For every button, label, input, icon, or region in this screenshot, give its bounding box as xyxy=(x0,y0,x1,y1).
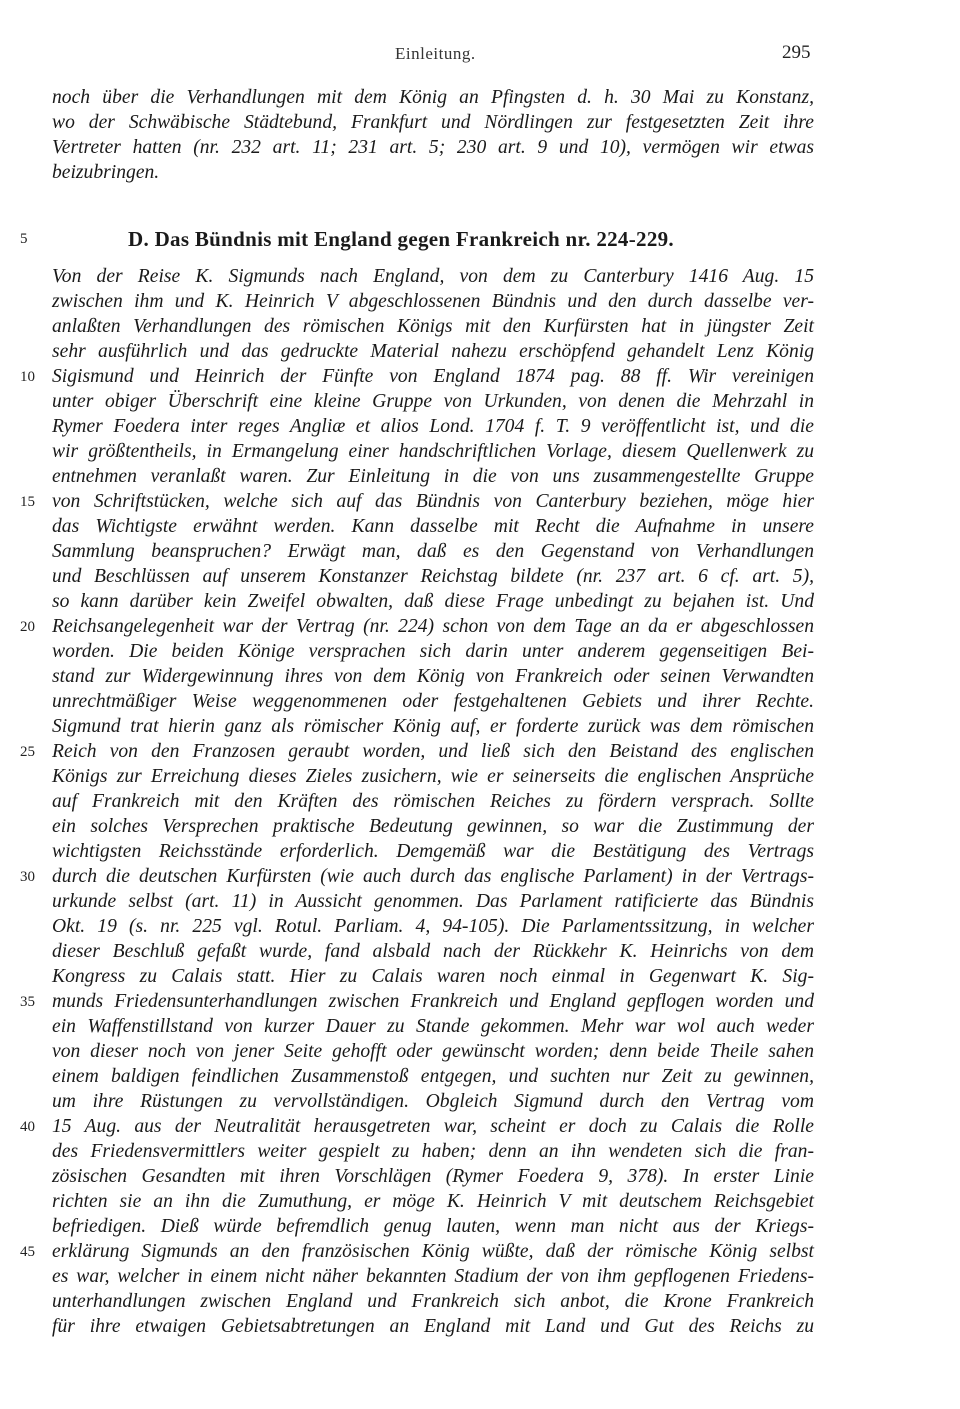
text-line: und Beschlüssen auf unserem Konstanzer Reichstag bildete (nr. 237 art. 6 cf. art. 5), xyxy=(52,566,814,587)
text-line: anlaßten Verhandlungen des römischen Königs mit den Kurfürsten hat in jüngster Zeit xyxy=(52,316,814,337)
text-line: 15 Aug. aus der Neutralität herausgetreten war, scheint er doch zu Calais die Rolle xyxy=(52,1116,814,1137)
text-line: urkunde selbst (art. 11) in Aussicht genommen. Das Parlament ratificierte das Bündnis xyxy=(52,891,814,912)
text-line: richten sie an ihn die Zumuthung, er möge K. Heinrich V mit deutschem Reichsgebiet xyxy=(52,1191,814,1212)
text-line: befriedigen. Dieß würde befremdlich genug lauten, wenn man nicht aus der Kriegs- xyxy=(52,1216,814,1237)
text-line: erklärung Sigmunds an den französischen König wüßte, daß der römische König selbst xyxy=(52,1241,814,1262)
text-line: von Schriftstücken, welche sich auf das Bündnis von Canterbury beziehen, möge hier xyxy=(52,491,814,512)
line-number: 20 xyxy=(20,619,35,635)
text-line: worden. Die beiden Könige versprachen sich darin unter anderem gegenseitigen Bei- xyxy=(52,641,814,662)
text-line: wichtigsten Reichsstände erforderlich. Demgemäß war die Bestätigung des Vertrags xyxy=(52,841,814,862)
text-line: auf Frankreich mit den Kräften des römischen Reiches zu fördern versprach. Sollte xyxy=(52,791,814,812)
section-heading: D. Das Bündnis mit England gegen Frankreich nr. 224-229. xyxy=(128,227,674,251)
text-line: ein solches Versprechen praktische Bedeutung gewinnen, so war die Zustimmung der xyxy=(52,816,814,837)
line-number: 15 xyxy=(20,494,35,510)
text-line: das Wichtigste erwähnt werden. Kann dasselbe mit Recht die Aufnahme in unsere xyxy=(52,516,814,537)
text-line: Reichsangelegenheit war der Vertrag (nr. 224) schon von dem Tage an da er abgeschlossen xyxy=(52,616,814,637)
line-number: 30 xyxy=(20,869,35,885)
line-number: 5 xyxy=(20,231,28,247)
text-line: Reich von den Franzosen geraubt worden, und ließ sich den Beistand des englischen xyxy=(52,741,814,762)
text-line: stand zur Widergewinnung ihres von dem König von Frankreich oder seinen Verwandten xyxy=(52,666,814,687)
text-line: Sigmund trat hierin ganz als römischer König auf, er forderte zurück was dem römischen xyxy=(52,716,814,737)
text-line: für ihre etwaigen Gebietsabtretungen an England mit Land und Gut des Reichs zu xyxy=(52,1316,814,1337)
text-line: Königs zur Erreichung dieses Zieles zusichern, wie er seinerseits die englischen Ansprüche xyxy=(52,766,814,787)
text-line: einem baldigen feindlichen Zusammenstoß entgegen, und suchten nur Zeit zu gewinnen, xyxy=(52,1066,814,1087)
text-line: wir größtentheils, in Ermangelung einer handschriftlichen Vorlage, diesem Quellenwerk zu xyxy=(52,441,814,462)
text-line: zösischen Gesandten mit ihren Vorschlägen (Rymer Foedera 9, 378). In erster Linie xyxy=(52,1166,814,1187)
line-number: 10 xyxy=(20,369,35,385)
text-line: so kann darüber kein Zweifel obwalten, daß diese Frage unbedingt zu bejahen ist. Und xyxy=(52,591,814,612)
text-line: sehr ausführlich und das gedruckte Material nahezu erschöpfend gehandelt Lenz König xyxy=(52,341,814,362)
text-line: Sigismund und Heinrich der Fünfte von England 1874 pag. 88 ff. Wir vereinigen xyxy=(52,366,814,387)
text-line: unterhandlungen zwischen England und Frankreich sich anbot, die Krone Frankreich xyxy=(52,1291,814,1312)
text-line: ein Waffenstillstand von kurzer Dauer zu Stande gekommen. Mehr war wol auch weder xyxy=(52,1016,814,1037)
text-line: noch über die Verhandlungen mit dem König an Pfingsten d. h. 30 Mai zu Konstanz, xyxy=(52,87,814,108)
line-number: 45 xyxy=(20,1244,35,1260)
text-line: dieser Beschluß gefaßt wurde, fand alsbald nach der Rückkehr K. Heinrichs von dem xyxy=(52,941,814,962)
text-line: wo der Schwäbische Städtebund, Frankfurt und Nördlingen zur festgesetzten Zeit ihre xyxy=(52,112,814,133)
text-line: Okt. 19 (s. nr. 225 vgl. Rotul. Parliam. 4, 94-105). Die Parlamentssitzung, in welcher xyxy=(52,916,814,937)
text-line: Vertreter hatten (nr. 232 art. 11; 231 art. 5; 230 art. 9 und 10), vermögen wir etwas xyxy=(52,137,814,158)
text-line: um ihre Rüstungen zu vervollständigen. Obgleich Sigmund durch den Vertrag vom xyxy=(52,1091,814,1112)
text-line: Von der Reise K. Sigmunds nach England, von dem zu Canterbury 1416 Aug. 15 xyxy=(52,266,814,287)
line-number: 25 xyxy=(20,744,35,760)
text-line: zwischen ihm und K. Heinrich V abgeschlossenen Bündnis und den durch dasselbe ver- xyxy=(52,291,814,312)
text-line: unrechtmäßiger Weise weggenommenen oder festgehaltenen Gebiets und ihrer Rechte. xyxy=(52,691,814,712)
line-number: 35 xyxy=(20,994,35,1010)
text-line: es war, welcher in einem nicht näher bekannten Stadium der von ihm gepflogenen Friedens- xyxy=(52,1266,814,1287)
text-line: des Friedensvermittlers weiter gespielt zu haben; denn an ihn wendeten sich die fran- xyxy=(52,1141,814,1162)
text-line: durch die deutschen Kurfürsten (wie auch durch das englische Parlament) in der Vertrags- xyxy=(52,866,814,887)
text-line: unter obiger Überschrift eine kleine Gruppe von Urkunden, von denen die Mehrzahl in xyxy=(52,391,814,412)
running-head: Einleitung. xyxy=(395,44,476,63)
text-line: entnehmen veranlaßt waren. Zur Einleitung in die von uns zusammengestellte Gruppe xyxy=(52,466,814,487)
text-line: von dieser noch von jener Seite gehofft oder gewünscht worden; denn beide Theile sahen xyxy=(52,1041,814,1062)
line-number: 40 xyxy=(20,1119,35,1135)
text-line: beizubringen. xyxy=(52,162,160,183)
page-number: 295 xyxy=(782,42,811,63)
text-line: Sammlung beanspruchen? Erwägt man, daß es den Gegenstand von Verhandlungen xyxy=(52,541,814,562)
text-line: Kongress zu Calais statt. Hier zu Calais waren noch einmal in Gegenwart K. Sig- xyxy=(52,966,814,987)
text-line: munds Friedensunterhandlungen zwischen Frankreich und England gepflogen worden und xyxy=(52,991,814,1012)
text-line: Rymer Foedera inter reges Angliæ et alios Lond. 1704 f. T. 9 veröffentlicht ist, und die xyxy=(52,416,814,437)
